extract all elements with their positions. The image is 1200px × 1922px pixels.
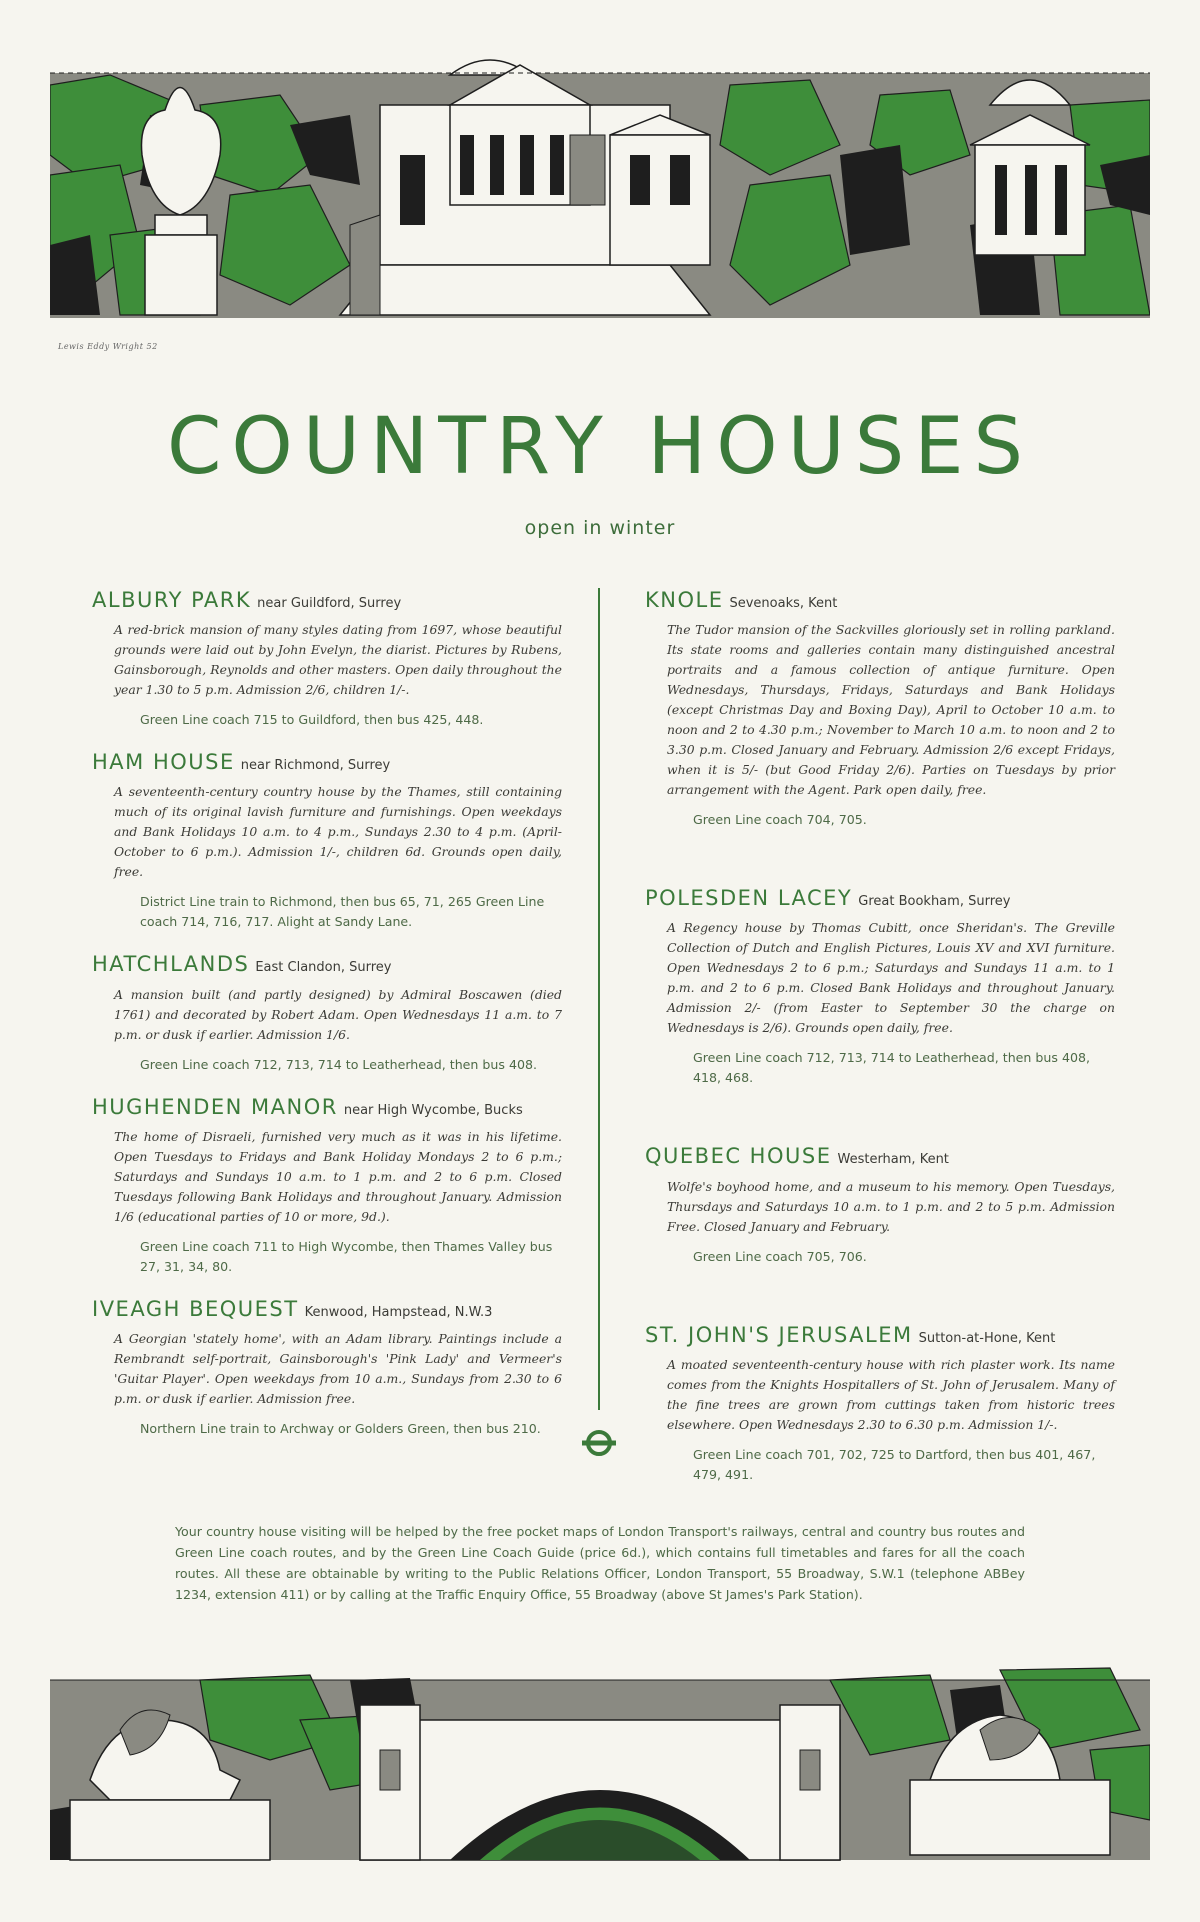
london-transport-roundel-icon (581, 1428, 617, 1458)
entry-travel: Green Line coach 712, 713, 714 to Leatherhead, then bus 408, 418, 468. (693, 1050, 1090, 1086)
entry-description: The Tudor mansion of the Sackvilles gloriously set in rolling parkland. Its state rooms and galleries contain many distinguished ancestral portraits and a famous collection of antique furniture. Open Wednesdays, Thursdays, Fridays, Saturdays and Bank Holidays (except Christmas Day and Boxing Day), April to October 10 a.m. to noon and 2 to 4.30 p.m.; November to March 10 a.m. to noon and 2 to 3.30 p.m. Closed January and February. Admission 2/6 except Fridays, when it is 5/- (but Good Friday 2/6). Parties on Tuesdays by prior arrangement with the Agent. Park open daily, free. (667, 622, 1115, 798)
entry-travel: Green Line coach 712, 713, 714 to Leatherhead, then bus 408. (140, 1056, 537, 1072)
entry-place: near Guildford, Surrey (257, 596, 402, 611)
entry-description: The home of Disraeli, furnished very much as it was in his lifetime. Open Tuesdays to Fridays and Bank Holiday Mondays 2 to 6 p.m.; Saturdays and Sundays 10 a.m. to 1 p.m. and 2 to 6 p.m. Closed Tuesdays following Bank Holidays and throughout January. Admission 1/6 (educational parties of 10 or more, 9d.). (114, 1128, 562, 1224)
entry-place: Sutton-at-Hone, Kent (918, 1330, 1056, 1346)
entry-travel: District Line train to Richmond, then bus 65, 71, 265 Green Line coach 714, 716, 717. Alight at Sandy Lane. (140, 894, 545, 930)
entry-place: Westerham, Kent (837, 1152, 949, 1168)
entry-st-johns-jerusalem (645, 1323, 1115, 1485)
entry-name: KNOLE (645, 588, 724, 612)
entry-name: HATCHLANDS (92, 952, 250, 977)
entry-name: ST. JOHN'S JERUSALEM (645, 1322, 913, 1347)
left-column (92, 588, 562, 1459)
entry-travel: Green Line coach 715 to Guildford, then bus 425, 448. (140, 712, 484, 728)
poster-subtitle: open in winter (524, 517, 676, 539)
entry-description: A moated seventeenth-century house with rich plaster work. Its name comes from the Knights Hospitallers of St. John of Jerusalem. Many of the fine trees are grown from cuttings taken from historic trees elsewhere. Open Wednesdays 2.30 to 6.30 p.m. Admission 1/-. (667, 1356, 1115, 1432)
entry-travel: Green Line coach 704, 705. (693, 812, 867, 828)
entry-place: Great Bookham, Surrey (858, 894, 1011, 910)
entry-place: East Clandon, Surrey (255, 960, 392, 976)
entry-place: Kenwood, Hampstead, N.W.3 (304, 1304, 493, 1320)
entry-iveagh-bequest (92, 1297, 562, 1439)
right-column (645, 588, 1115, 1505)
entry-ham-house (92, 750, 562, 932)
entry-name: HUGHENDEN MANOR (92, 1094, 338, 1119)
entry-description: Wolfe's boyhood home, and a museum to his memory. Open Tuesdays, Thursdays and Saturdays 10 a.m. to 1 p.m. and 2 to 5 p.m. Admission Free. Closed January and February. (667, 1178, 1115, 1234)
entry-albury-park (92, 588, 562, 730)
entry-name: ALBURY PARK (92, 588, 252, 612)
artist-signature: Lewis Eddy Wright 52 (58, 342, 158, 351)
entry-description: A seventeenth-century country house by the Thames, still containing much of its original lavish furniture and furnishings. Open weekdays and Bank Holidays 10 a.m. to 4 p.m., Sundays 2.30 to 4 p.m. (April-October to 6 p.m.). Admission 1/-, children 6d. Grounds open daily, free. (114, 784, 562, 880)
entry-place: Sevenoaks, Kent (729, 596, 838, 611)
entry-travel: Green Line coach 701, 702, 725 to Dartford, then bus 401, 467, 479, 491. (693, 1446, 1096, 1482)
entry-hatchlands (92, 952, 562, 1074)
entry-description: A mansion built (and partly designed) by Admiral Boscawen (died 1761) and decorated by Robert Adam. Open Wednesdays 11 a.m. to 7 p.m. or dusk if earlier. Admission 1/6. (114, 986, 562, 1042)
entry-quebec-house (645, 1144, 1115, 1266)
entry-knole (645, 588, 1115, 830)
entry-travel: Green Line coach 705, 706. (693, 1248, 867, 1264)
entry-travel: Northern Line train to Archway or Golders Green, then bus 210. (140, 1420, 541, 1436)
entry-name: HAM HOUSE (92, 750, 235, 775)
entry-place: near Richmond, Surrey (240, 758, 391, 774)
entry-description: A Regency house by Thomas Cubitt, once Sheridan's. The Greville Collection of Dutch and English Pictures, Louis XV and XVI furniture. Open Wednesdays 2 to 6 p.m.; Saturdays and Sundays 11 a.m. to 1 p.m. and 2 to 6 p.m. Closed Bank Holidays and throughout January. Admission 2/- (from Easter to September 30 the charge on Wednesdays is 2/6). Grounds open daily, free. (667, 920, 1115, 1036)
entry-spacer (645, 850, 1115, 886)
entry-description: A Georgian 'stately home', with an Adam library. Paintings include a Rembrandt self-portrait, Gainsborough's 'Pink Lady' and Vermeer's 'Guitar Player'. Open weekdays from 10 a.m., Sundays from 2.30 to 6 p.m. or dusk if earlier. Admission free. (114, 1330, 562, 1406)
footer-note: Your country house visiting will be helped by the free pocket maps of London Transport's railways, central and country bus routes and Green Line coach routes, and by the Green Line Coach Guide (price 6d.), which contains full timetables and fares for all the coach routes. All these are obtainable by writing to the Public Relations Officer, London Transport, 55 Broadway, S.W.1 (telephone ABBey 1234, extension 411) or by calling at the Traffic Enquiry Office, 55 Broadway (above St James's Park Station). (175, 1523, 1025, 1602)
entry-name: QUEBEC HOUSE (645, 1144, 832, 1169)
poster-title: COUNTRY HOUSES (166, 402, 1034, 492)
entry-spacer (645, 1287, 1115, 1323)
entry-polesden-lacey (645, 886, 1115, 1088)
bridge-lion-illustration (50, 1660, 1150, 1876)
entry-description: A red-brick mansion of many styles dating from 1697, whose beautiful grounds were laid out by John Evelyn, the diarist. Pictures by Rubens, Gainsborough, Reynolds and other masters. Open daily throughout the year 1.30 to 5 p.m. Admission 2/6, children 1/-. (114, 622, 562, 698)
entry-name: IVEAGH BEQUEST (92, 1296, 299, 1321)
entry-travel: Green Line coach 711 to High Wycombe, then Thames Valley bus 27, 31, 34, 80. (140, 1238, 553, 1274)
column-divider (598, 588, 600, 1410)
entry-place: near High Wycombe, Bucks (343, 1102, 523, 1118)
entry-name: POLESDEN LACEY (645, 886, 853, 911)
country-house-illustration (50, 45, 1150, 330)
entry-hughenden-manor (92, 1095, 562, 1277)
entry-spacer (645, 1108, 1115, 1144)
